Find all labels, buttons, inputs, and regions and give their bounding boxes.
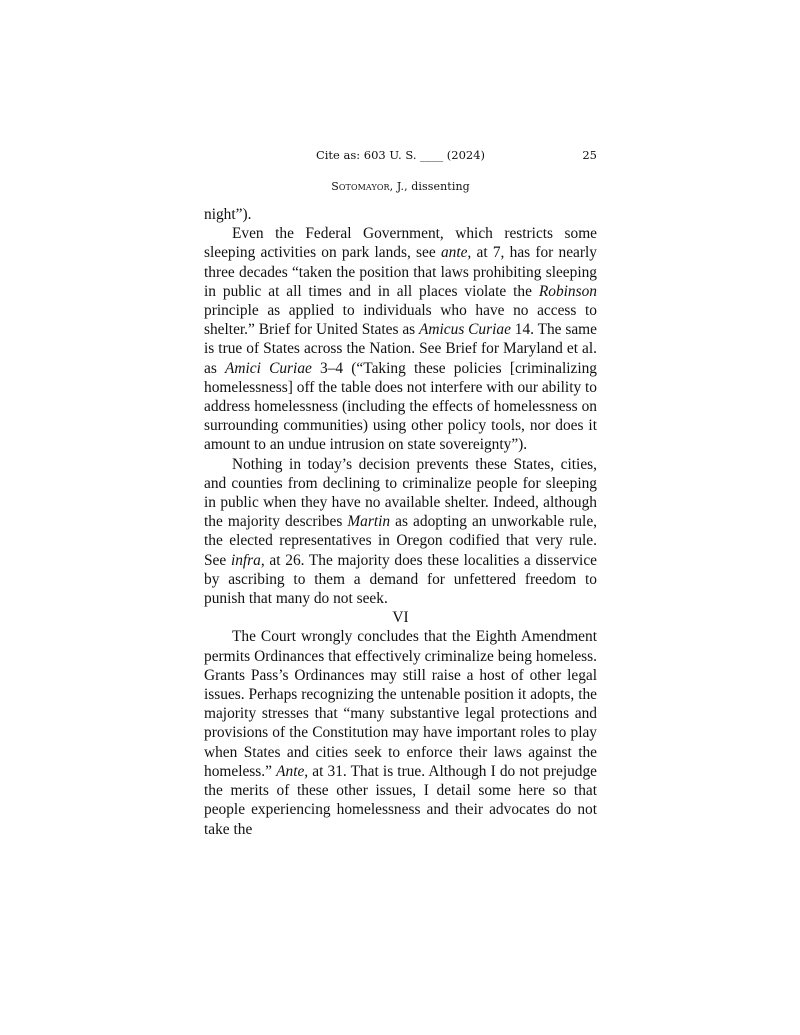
citation-line: Cite as: 603 U. S. ____ (2024) [315,148,486,162]
italic-term: Amici Curiae [225,359,312,377]
paragraph-text: night”). [204,206,252,223]
paragraph-federal-government [204,224,597,454]
italic-term: Amicus Curiae [419,321,511,339]
opinion-author-line [204,180,597,193]
running-head [204,148,597,166]
paragraph-text: principle as applied to individuals who have no access to shelter.” Brief for United States as [204,302,597,339]
section-heading: VI [392,609,409,627]
paragraph-nothing-prevents [204,455,597,609]
italic-citation: Ante, [276,762,309,780]
paragraph-court-wrongly [204,627,597,838]
italic-citation: ante, [440,244,472,262]
paragraph-text: The Court wrongly concludes that the Eighth Amendment permits Ordinances that effectively criminalize being homeless. Grants Pass’s Ordinances may still raise a host of other legal issues. Perhaps recognizing the untenable position it adopts, the majority stresses that “many substantive legal protections and provisions of the Constitution may have important roles to play when States and cities seek to enforce their laws against the homeless.” [204,628,597,780]
paragraph-text: as adopting an unworkable rule, the elected representatives in Oregon codified that very rule. See [204,513,597,569]
paragraph-text: Even the Federal Government, which restricts some sleeping activities on park lands, see [204,225,597,262]
paragraph-text: Nothing in today’s decision prevents these States, cities, and counties from declining to criminalize people for sleeping in public when they have no available shelter. Indeed, although the majority describes [204,455,597,531]
paragraph-text: at 31. That is true. Although I do not prejudge the merits of these other issues, I detail some here so that people experiencing homelessness and their advocates do not take the [204,762,598,838]
author-name: Sotomayor [331,180,390,193]
paragraph-text: 3–4 (“Taking these policies [criminalizing homelessness] off the table does not interfere with our ability to address homelessness (including the effects of homelessness on surrounding communities) using other policy tools, nor does it amount to an undue intrusion on state sovereignty”). [204,359,598,454]
italic-case-name: Robinson [538,282,597,300]
italic-citation: infra [230,551,261,569]
paragraph-continuation [204,205,597,224]
paragraph-text: 14. The same is true of States across the Nation. See Brief for Maryland et al. as [204,321,597,377]
paragraph-text: at 7, has for nearly three decades “taken the position that laws prohibiting sleeping in public at all times and in all places violate the [204,244,597,300]
opinion-type: , J., dissenting [389,180,470,193]
paragraph-text: , at 26. The majority does these localities a disservice by ascribing to them a demand for unfettered freedom to punish that many do not seek. [204,551,597,608]
page-number: 25 [582,148,597,162]
opinion-body [204,205,597,839]
italic-case-name: Martin [347,513,391,531]
